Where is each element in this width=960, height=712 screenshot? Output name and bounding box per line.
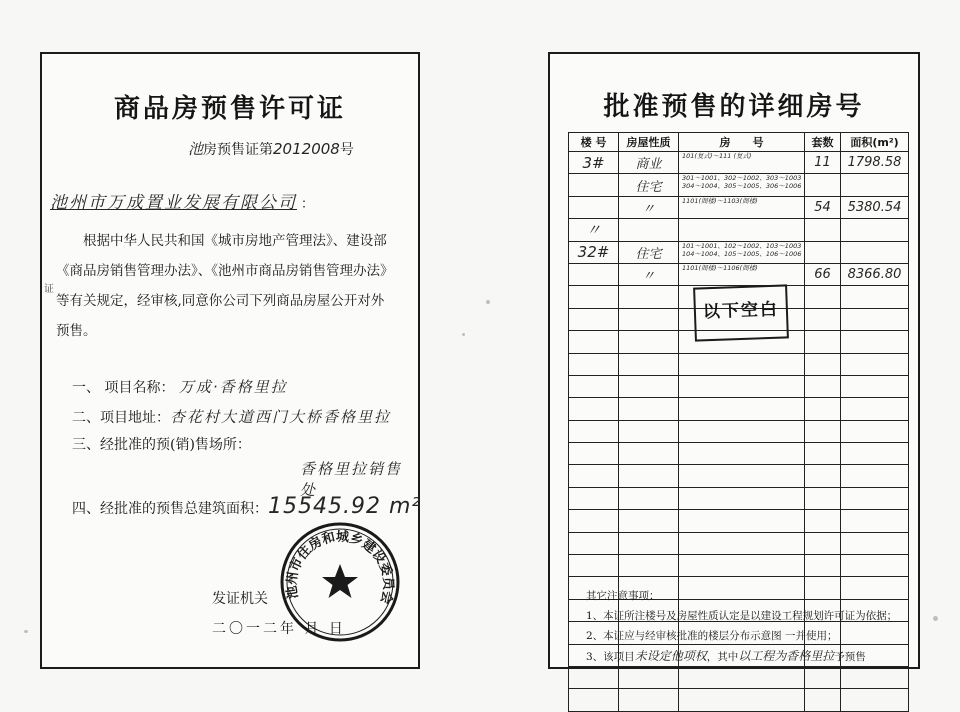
table-row-empty <box>569 465 909 487</box>
room-line: 101～1001、102～1002、103～1003 <box>682 241 802 250</box>
table-row-empty <box>569 555 909 577</box>
item-sales-venue <box>72 434 251 454</box>
empty-cell <box>679 510 805 532</box>
header-type: 房屋性质 <box>619 133 679 152</box>
empty-cell <box>805 398 841 420</box>
table-row-empty <box>569 443 909 465</box>
issue-date: 二〇一二年 月 日 <box>212 621 346 637</box>
cell-floor: 32# <box>569 241 619 263</box>
permit-number-line <box>188 138 354 159</box>
room-line: 101(复式)～111 (复式) <box>682 152 752 160</box>
table-row-empty <box>569 689 909 711</box>
empty-cell <box>805 331 841 353</box>
empty-cell <box>569 353 619 375</box>
item-label: 二、项目地址： <box>72 410 170 426</box>
empty-cell <box>841 465 909 487</box>
note3-handwritten: 未设定他项权 <box>634 649 707 663</box>
cell-area: 8366.80 <box>841 263 909 285</box>
empty-cell <box>841 375 909 397</box>
header-room: 房 号 <box>679 133 805 152</box>
empty-cell <box>679 398 805 420</box>
table-header-row <box>569 133 909 152</box>
cell-type <box>619 219 679 241</box>
empty-cell <box>805 666 841 688</box>
header-area: 面积(m²) <box>841 133 909 152</box>
table-row <box>569 241 909 263</box>
cell-room <box>679 263 805 285</box>
item-label: 一、 项目名称： <box>72 380 175 396</box>
empty-cell <box>619 308 679 330</box>
empty-cell <box>841 420 909 442</box>
empty-cell <box>619 689 679 711</box>
empty-cell <box>841 689 909 711</box>
empty-cell <box>679 353 805 375</box>
item-value: 杏花村大道西门大桥香格里拉 <box>170 408 392 426</box>
empty-cell <box>569 308 619 330</box>
scan-speck <box>486 300 490 304</box>
empty-cell <box>569 398 619 420</box>
official-seal <box>278 520 402 644</box>
cell-area: 5380.54 <box>841 196 909 218</box>
empty-cell <box>569 666 619 688</box>
note-item: 1、本证所注楼号及房屋性质认定是以建设工程规划许可证为依据； <box>586 610 898 622</box>
empty-cell <box>619 375 679 397</box>
notes-title: 其它注意事项： <box>586 590 660 602</box>
permit-suffix: 号 <box>339 142 354 158</box>
cell-count <box>805 174 841 196</box>
permit-paragraph <box>56 226 412 346</box>
seal-text: 池州市住房和城乡建设委员会 <box>284 529 396 606</box>
paragraph-line: 预售。 <box>56 323 97 339</box>
cell-floor <box>569 174 619 196</box>
empty-cell <box>679 487 805 509</box>
item-sales-venue-value: 香格里拉销售处 <box>300 460 403 499</box>
table-row-empty <box>569 510 909 532</box>
scan-speck <box>462 333 465 336</box>
empty-cell <box>569 420 619 442</box>
notes-section <box>586 586 906 667</box>
cell-room <box>679 196 805 218</box>
empty-cell <box>569 443 619 465</box>
cell-floor <box>569 196 619 218</box>
empty-cell <box>841 308 909 330</box>
empty-cell <box>619 443 679 465</box>
cell-room <box>679 152 805 174</box>
company-suffix: ： <box>301 197 315 212</box>
empty-cell <box>619 331 679 353</box>
empty-cell <box>805 510 841 532</box>
empty-cell <box>619 555 679 577</box>
note3-handwritten2: 以工程为香格里拉 <box>738 649 835 663</box>
paragraph-line: 根据中华人民共和国《城市房地产管理法》、建设部 <box>83 233 387 249</box>
table-row <box>569 263 909 285</box>
header-count: 套数 <box>805 133 841 152</box>
cell-room <box>679 219 805 241</box>
empty-cell <box>841 487 909 509</box>
empty-cell <box>569 532 619 554</box>
seal-star-icon <box>322 564 358 598</box>
empty-cell <box>805 375 841 397</box>
cell-type: 〃 <box>619 263 679 285</box>
permit-prefix: 池 <box>188 140 204 158</box>
note3-end: 予预售 <box>834 651 866 663</box>
empty-cell <box>805 420 841 442</box>
cell-floor <box>569 263 619 285</box>
empty-cell <box>619 398 679 420</box>
table-row-empty <box>569 666 909 688</box>
cell-count: 66 <box>805 263 841 285</box>
empty-cell <box>805 465 841 487</box>
table-row-empty <box>569 398 909 420</box>
empty-cell <box>679 465 805 487</box>
permit-title: 商品房预售许可证 <box>113 94 346 124</box>
table-row-empty <box>569 353 909 375</box>
room-line: 1101(阁楼)～1103(阁楼) <box>682 196 758 205</box>
table-row <box>569 196 909 218</box>
empty-cell <box>841 510 909 532</box>
empty-cell <box>569 286 619 308</box>
empty-cell <box>679 375 805 397</box>
empty-cell <box>619 510 679 532</box>
cell-area <box>841 219 909 241</box>
cell-room <box>679 174 805 196</box>
side-mark: 证 <box>44 284 54 295</box>
empty-cell <box>569 555 619 577</box>
empty-cell <box>841 353 909 375</box>
empty-cell <box>619 420 679 442</box>
empty-cell <box>569 510 619 532</box>
empty-cell <box>679 420 805 442</box>
header-floor: 楼 号 <box>569 133 619 152</box>
empty-cell <box>841 555 909 577</box>
table-row-empty <box>569 487 909 509</box>
scan-speck <box>24 630 28 633</box>
table-row-empty <box>569 375 909 397</box>
empty-cell <box>841 443 909 465</box>
table-row-empty <box>569 420 909 442</box>
room-line: 304～1004、305～1005、306～1006 <box>682 182 802 191</box>
cell-count <box>805 219 841 241</box>
empty-cell <box>679 443 805 465</box>
cell-area: 1798.58 <box>841 152 909 174</box>
cell-type: 商业 <box>619 152 679 174</box>
empty-cell <box>569 487 619 509</box>
cell-count <box>805 241 841 263</box>
empty-cell <box>841 666 909 688</box>
empty-cell <box>619 465 679 487</box>
empty-cell <box>805 353 841 375</box>
item-value: 万成·香格里拉 <box>178 378 288 396</box>
table-row <box>569 219 909 241</box>
room-line: 104～1004、105～1005、106～1006 <box>682 249 802 258</box>
paragraph-line: 等有关规定，经审核,同意你公司下列商品房屋公开对外 <box>56 293 385 309</box>
cell-type: 〃 <box>619 196 679 218</box>
empty-cell <box>679 532 805 554</box>
room-line: 301～1001、302～1002、303～1003 <box>682 174 802 183</box>
empty-cell <box>679 689 805 711</box>
company-name: 池州市万成置业发展有限公司 <box>50 193 297 213</box>
item-value: 15545.92 m² <box>268 494 422 519</box>
empty-cell <box>805 555 841 577</box>
item-project-name <box>72 376 288 397</box>
empty-cell <box>805 532 841 554</box>
empty-cell <box>679 555 805 577</box>
empty-cell <box>841 286 909 308</box>
cell-floor: 〃 <box>569 219 619 241</box>
room-line: 1101(阁楼)～1106(阁楼) <box>682 263 758 272</box>
empty-cell <box>619 666 679 688</box>
empty-cell <box>805 689 841 711</box>
item-project-address <box>72 406 391 427</box>
cell-floor: 3# <box>569 152 619 174</box>
issuer-label: 发证机关 <box>212 591 268 607</box>
empty-cell <box>619 353 679 375</box>
presale-permit-panel <box>40 52 420 669</box>
item-total-area <box>72 494 421 519</box>
approved-rooms-panel <box>548 52 920 669</box>
table-row-empty <box>569 532 909 554</box>
empty-cell <box>569 689 619 711</box>
table-row <box>569 152 909 174</box>
permit-mid-text: 房预售证第 <box>203 142 274 158</box>
empty-cell <box>569 331 619 353</box>
permit-number: 2012008 <box>273 140 340 158</box>
cell-type: 住宅 <box>619 241 679 263</box>
empty-cell <box>841 532 909 554</box>
empty-cell <box>805 286 841 308</box>
empty-cell <box>841 398 909 420</box>
company-line <box>50 188 314 213</box>
empty-cell <box>619 286 679 308</box>
table-row <box>569 174 909 196</box>
note-item: 2、本证应与经审核批准的楼层分布示意图 一并使用； <box>586 630 838 642</box>
empty-cell <box>619 532 679 554</box>
empty-cell <box>619 487 679 509</box>
cell-area <box>841 241 909 263</box>
empty-cell <box>805 308 841 330</box>
empty-cell <box>805 443 841 465</box>
rooms-title: 批准预售的详细房号 <box>603 92 865 122</box>
empty-cell <box>805 487 841 509</box>
note3-start: 3、该项目 <box>586 651 635 663</box>
empty-cell <box>569 465 619 487</box>
item-label: 四、经批准的预售总建筑面积： <box>72 501 268 517</box>
cell-room <box>679 241 805 263</box>
empty-cell <box>841 331 909 353</box>
cell-count: 54 <box>805 196 841 218</box>
cell-area <box>841 174 909 196</box>
cell-type: 住宅 <box>619 174 679 196</box>
blank-below-stamp: 以下空白 <box>693 284 789 341</box>
empty-cell <box>679 666 805 688</box>
note-item-3 <box>586 646 906 667</box>
cell-count: 11 <box>805 152 841 174</box>
note3-mid: ，其中 <box>706 651 739 663</box>
scan-speck <box>933 616 938 621</box>
item-label: 三、经批准的预(销)售场所： <box>72 437 251 453</box>
paragraph-line: 《商品房销售管理办法》、《池州市商品房销售管理办法》 <box>56 263 394 279</box>
empty-cell <box>569 375 619 397</box>
